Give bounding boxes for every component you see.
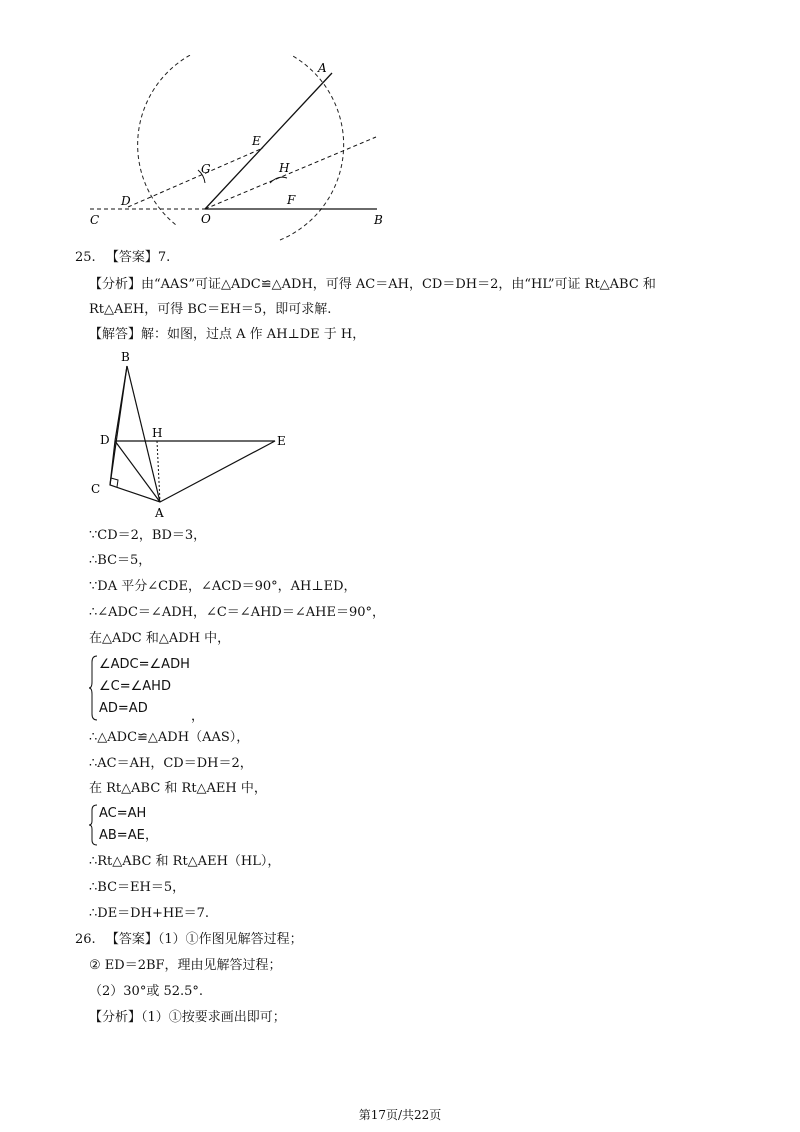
q25-analysis-line1 (89, 276, 656, 294)
q25-number: 25. (75, 250, 96, 265)
q25-step: ∴AC＝AH，CD＝DH＝2， (89, 756, 253, 771)
q26-analysis-text: （1）①按要求画出即可； (141, 1010, 286, 1025)
q26-number: 26. (75, 932, 96, 947)
q25-step: ∴△ADC≌△ADH（AAS）， (89, 730, 250, 745)
label-O: O (201, 212, 211, 226)
tri-label-E: E (277, 434, 286, 448)
label-G: G (201, 162, 211, 176)
label-A: A (318, 61, 327, 75)
tri-label-A: A (155, 506, 164, 520)
tri-label-C: C (91, 482, 101, 496)
label-F: F (287, 193, 296, 207)
q25-step: 在△ADC 和△ADH 中， (89, 631, 231, 646)
q25-step: ∴DE＝DH+HE＝7. (89, 906, 210, 921)
label-D: D (121, 194, 131, 208)
tri-label-D: D (100, 433, 110, 447)
q25-solution-line (89, 326, 365, 344)
q25-analysis-text1: 由“AAS”可证△ADC≌△ADH，可得 AC＝AH，CD＝DH＝2，由“HL”可证 Rt△ABC 和 (141, 277, 656, 292)
q26-answer-tag: 【答案】 (105, 932, 158, 947)
q25-answer-value: 7. (157, 250, 171, 265)
q25-solution-intro: 解：如图，过点 A 作 AH⊥DE 于 H， (141, 327, 366, 342)
system1-suffix: ， (191, 709, 205, 724)
q25-step: 在 Rt△ABC 和 Rt△AEH 中， (89, 781, 267, 796)
q25-step: ∵CD＝2，BD＝3， (89, 528, 207, 543)
q26-analysis-tag: 【分析】 (89, 1010, 142, 1025)
equation-system-2 (89, 803, 189, 849)
page-footer: 第17页/共22页 (358, 1108, 442, 1122)
system1-row: ∠ADC=∠ADH (99, 657, 190, 672)
q26-answer-line (75, 931, 303, 949)
system2-row: AB=AE (99, 828, 145, 843)
q25-step: ∴BC＝EH＝5， (89, 880, 186, 895)
label-E: E (252, 134, 261, 148)
equation-system-1 (89, 654, 229, 724)
system1-row: AD=AD (99, 701, 148, 716)
system1-row: ∠C=∠AHD (99, 679, 171, 694)
q25-analysis-line2: Rt△AEH，可得 BC＝EH＝5，即可求解. (89, 302, 332, 317)
label-C: C (90, 213, 100, 227)
q26-analysis-line (89, 1009, 286, 1027)
triangle-figure (85, 345, 305, 520)
system2-row: AC=AH (99, 806, 147, 821)
q25-step: ∵DA 平分∠CDE，∠ACD＝90°，AH⊥ED， (89, 579, 357, 594)
q25-solution-tag: 【解答】 (89, 327, 142, 342)
brace-icon (89, 803, 99, 847)
system2-suffix: ， (145, 828, 159, 843)
tri-label-H: H (152, 426, 163, 440)
tri-label-B: B (121, 350, 130, 364)
q25-analysis-tag: 【分析】 (89, 277, 142, 292)
q26-answer-line1: （1）①作图见解答过程； (157, 932, 303, 947)
q26-answer-line3: （2）30°或 52.5°. (89, 984, 204, 999)
q25-step: ∴∠ADC＝∠ADH，∠C＝∠AHD＝∠AHE＝90°， (89, 605, 385, 620)
q25-answer-tag: 【答案】 (105, 250, 158, 265)
brace-icon (89, 654, 99, 722)
q25-step: ∴BC＝5， (89, 553, 152, 568)
label-B: B (374, 213, 383, 227)
q26-answer-line2: ② ED＝2BF，理由见解答过程； (89, 958, 282, 973)
construction-figure (80, 55, 410, 245)
q25-step: ∴Rt△ABC 和 Rt△AEH（HL）， (89, 854, 281, 869)
label-H: H (279, 161, 290, 175)
q25-answer-line (75, 249, 170, 267)
